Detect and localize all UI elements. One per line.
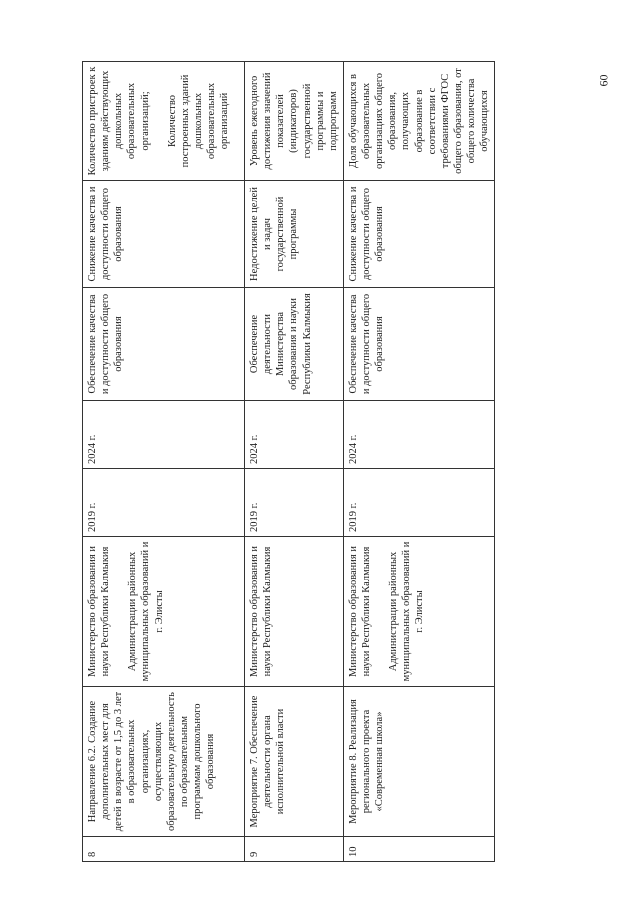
- executor: [83, 537, 245, 687]
- program-events-table: [82, 61, 495, 862]
- indicator-b: Количество построенных зданий дошкольных образовательных организаций: [166, 74, 231, 168]
- indicator-a: Уровень ежегодного достижения значений показателей (индикаторов) государственной программы и подпрограмм: [249, 72, 339, 170]
- row-number: 10: [343, 837, 494, 862]
- non-implementation-consequence: Снижение качества и доступности общего образования: [343, 181, 494, 288]
- row-number: 8: [83, 837, 245, 862]
- non-implementation-consequence: Недостижение целей и задач государственной программы: [245, 181, 344, 288]
- indicator-a: Количество пристроек к зданиям действующих дошкольных образовательных организаций;: [87, 66, 151, 176]
- executor-main: Министерство образования и науки Республики Калмыкия: [87, 546, 112, 677]
- event-name: Мероприятие 7. Обеспечение деятельности органа исполнительной власти: [245, 687, 344, 837]
- expected-result: Обеспечение качества и доступности общего образования: [83, 288, 245, 401]
- start-year: 2019 г.: [245, 469, 344, 537]
- start-year: 2019 г.: [343, 469, 494, 537]
- event-name: Мероприятие 8. Реализация регионального проекта «Современная школа»: [343, 687, 494, 837]
- indicator: [343, 62, 494, 181]
- end-year: 2024 г.: [83, 401, 245, 469]
- table-row: [245, 62, 344, 862]
- table-row: [343, 62, 494, 862]
- executor-extra: Администрации районных муниципальных образований и г. Элисты: [388, 541, 426, 682]
- table-row: [83, 62, 245, 862]
- rotated-table-wrapper: [82, 62, 491, 862]
- indicator: [245, 62, 344, 181]
- event-name: Направление 6.2. Создание дополнительных мест для детей в возрасте от 1,5 до 3 лет в образовательных организациях, осуществляющих образовательную деятельность по образовательным программам дошкольного образования: [83, 687, 245, 837]
- expected-result: Обеспечение качества и доступности общего образования: [343, 288, 494, 401]
- indicator-a: Доля обучающихся в образовательных организациях общего образования, получающих образование в соответствии с требованиями ФГОС общего образования, от общего количества обучающихся: [347, 68, 491, 174]
- non-implementation-consequence: Снижение качества и доступности общего образования: [83, 181, 245, 288]
- start-year: 2019 г.: [83, 469, 245, 537]
- expected-result: Обеспечение деятельности Министерства образования и науки Республики Калмыкия: [245, 288, 344, 401]
- executor-main: Министерство образования и науки Республики Калмыкия: [347, 546, 372, 677]
- executor-extra: Администрации районных муниципальных образований и г. Элисты: [127, 541, 165, 682]
- end-year: 2024 г.: [343, 401, 494, 469]
- executor-main: Министерство образования и науки Республики Калмыкия: [249, 546, 274, 677]
- end-year: 2024 г.: [245, 401, 344, 469]
- row-number: 9: [245, 837, 344, 862]
- executor: [343, 537, 494, 687]
- executor: [245, 537, 344, 687]
- page-number: 60: [596, 74, 611, 87]
- indicator: [83, 62, 245, 181]
